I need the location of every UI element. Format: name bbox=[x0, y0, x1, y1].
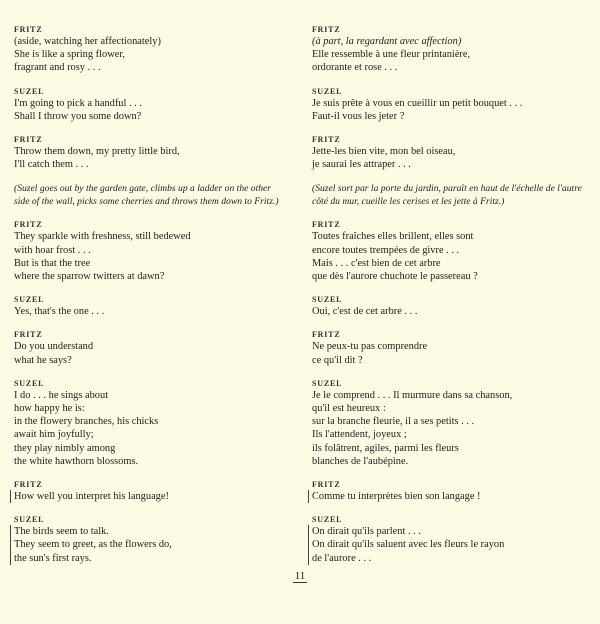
dialogue-line: Mais . . . c'est bien de cet arbre bbox=[312, 257, 441, 269]
dialogue-line: The birds seem to talk. bbox=[14, 526, 109, 538]
stage-direction-text: (Suzel goes out by the garden gate, climbs up a ladder on the other side of the wall, picks some cherries and throws them down to Fritz.) bbox=[14, 183, 279, 208]
dialogue-line: Elle ressemble à une fleur printanière, bbox=[312, 49, 471, 61]
dialogue-line: the sun's first rays. bbox=[14, 552, 92, 564]
dialogue-line: fragrant and rosy . . . bbox=[14, 62, 101, 74]
dialogue-line: Jette-les bien vite, mon bel oiseau, bbox=[312, 146, 456, 158]
dialogue-line: encore toutes trempées de givre . . . bbox=[312, 244, 460, 256]
dialogue-line: (à part, la regardant avec affection) bbox=[312, 36, 462, 47]
dialogue-block bbox=[312, 514, 588, 565]
dialogue-line: They seem to greet, as the flowers do, bbox=[14, 539, 172, 551]
dialogue-line: How well you interpret his language! bbox=[14, 491, 169, 503]
dialogue-block bbox=[14, 294, 286, 318]
page-number: 11 bbox=[294, 570, 306, 582]
dialogue-block bbox=[312, 294, 588, 318]
dialogue-line: But is that the tree bbox=[14, 257, 91, 269]
speaker-name: SUZEL bbox=[14, 378, 45, 388]
dialogue-line: Ne peux-tu pas comprendre bbox=[312, 341, 428, 353]
speaker-name: FRITZ bbox=[312, 480, 341, 490]
dialogue-line: with hoar frost . . . bbox=[14, 244, 91, 256]
dialogue-line: in the flowery branches, his chicks bbox=[14, 416, 159, 428]
dialogue-block bbox=[14, 134, 286, 171]
dialogue-line: how happy he is: bbox=[14, 403, 85, 415]
dialogue-line: ils folâtrent, agiles, parmi les fleurs bbox=[312, 442, 459, 454]
dialogue-line: They sparkle with freshness, still bedewed bbox=[14, 231, 191, 243]
dialogue-line: they play nimbly among bbox=[14, 442, 116, 454]
dialogue-block bbox=[312, 86, 588, 123]
dialogue-block bbox=[14, 329, 286, 366]
speaker-name: FRITZ bbox=[312, 330, 341, 340]
speaker-name: FRITZ bbox=[14, 220, 43, 230]
dialogue-block bbox=[14, 514, 286, 565]
dialogue-line: Do you understand bbox=[14, 341, 94, 353]
dialogue-line: On dirait qu'ils saluent avec les fleurs le rayon bbox=[312, 539, 505, 551]
french-column bbox=[312, 24, 588, 576]
dialogue-line: Throw them down, my pretty little bird, bbox=[14, 146, 180, 158]
speaker-name: SUZEL bbox=[14, 86, 45, 96]
dialogue-line: She is like a spring flower, bbox=[14, 49, 125, 61]
dialogue-line: Shall I throw you some down? bbox=[14, 110, 142, 122]
dialogue-line: On dirait qu'ils parlent . . . bbox=[312, 526, 421, 538]
dialogue-line: de l'aurore . . . bbox=[312, 552, 372, 564]
stage-direction bbox=[312, 182, 588, 208]
speaker-name: SUZEL bbox=[312, 295, 343, 305]
dialogue-block bbox=[14, 24, 286, 75]
stage-direction bbox=[14, 182, 286, 208]
dialogue-block bbox=[14, 86, 286, 123]
dialogue-line: I'll catch them . . . bbox=[14, 159, 89, 171]
speaker-name: SUZEL bbox=[14, 295, 45, 305]
dialogue-line: qu'il est heureux : bbox=[312, 403, 386, 415]
speaker-name: FRITZ bbox=[312, 220, 341, 230]
dialogue-line: I'm going to pick a handful . . . bbox=[14, 97, 142, 109]
dialogue-block bbox=[312, 24, 588, 75]
dialogue-line: Oui, c'est de cet arbre . . . bbox=[312, 306, 418, 318]
dialogue-line: (aside, watching her affectionately) bbox=[14, 36, 161, 47]
dialogue-block bbox=[312, 479, 588, 503]
dialogue-line: sur la branche fleurie, il a ses petits . . . bbox=[312, 416, 475, 428]
dialogue-line: await him joyfully; bbox=[14, 429, 94, 441]
speaker-name: SUZEL bbox=[312, 515, 343, 525]
speaker-name: FRITZ bbox=[312, 25, 341, 34]
speaker-name: FRITZ bbox=[14, 25, 43, 34]
dialogue-line: ce qu'il dit ? bbox=[312, 354, 363, 366]
dialogue-block bbox=[14, 219, 286, 283]
dialogue-line: Faut-il vous les jeter ? bbox=[312, 110, 405, 122]
dialogue-line: the white hawthorn blossoms. bbox=[14, 455, 139, 467]
dialogue-block bbox=[14, 479, 286, 503]
dialogue-block bbox=[312, 329, 588, 366]
dialogue-line: que dès l'aurore chuchote le passereau ? bbox=[312, 271, 478, 283]
dialogue-line: blanches de l'aubépine. bbox=[312, 455, 409, 467]
speaker-name: FRITZ bbox=[14, 330, 43, 340]
dialogue-line: je saurai les attraper . . . bbox=[312, 159, 411, 171]
dialogue-line: Toutes fraîches elles brillent, elles sont bbox=[312, 231, 474, 243]
dialogue-block bbox=[312, 219, 588, 283]
dialogue-block bbox=[14, 378, 286, 468]
dialogue-line: ordorante et rose . . . bbox=[312, 62, 398, 74]
speaker-name: FRITZ bbox=[312, 135, 341, 145]
stage-direction-text: (Suzel sort par la porte du jardin, paraît en haut de l'échelle de l'autre côté du mur, cueille les cerises et les jette à Fritz.) bbox=[312, 183, 582, 208]
dialogue-line: Yes, that's the one . . . bbox=[14, 306, 105, 318]
dialogue-line: where the sparrow twitters at dawn? bbox=[14, 271, 165, 283]
speaker-name: SUZEL bbox=[312, 378, 343, 388]
dialogue-line: I do . . . he sings about bbox=[14, 389, 109, 401]
dialogue-line: Comme tu interprètes bien son langage ! bbox=[312, 491, 481, 503]
dialogue-line: what he says? bbox=[14, 354, 72, 366]
speaker-name: SUZEL bbox=[14, 515, 45, 525]
dialogue-line: Je le comprend . . . Il murmure dans sa chanson, bbox=[312, 389, 513, 401]
dialogue-line: Ils l'attendent, joyeux ; bbox=[312, 429, 407, 441]
speaker-name: SUZEL bbox=[312, 86, 343, 96]
speaker-name: FRITZ bbox=[14, 135, 43, 145]
english-column bbox=[14, 24, 286, 576]
speaker-name: FRITZ bbox=[14, 480, 43, 490]
dialogue-block bbox=[312, 134, 588, 171]
dialogue-line: Je suis prête à vous en cueillir un petit bouquet . . . bbox=[312, 97, 523, 109]
dialogue-block bbox=[312, 378, 588, 468]
